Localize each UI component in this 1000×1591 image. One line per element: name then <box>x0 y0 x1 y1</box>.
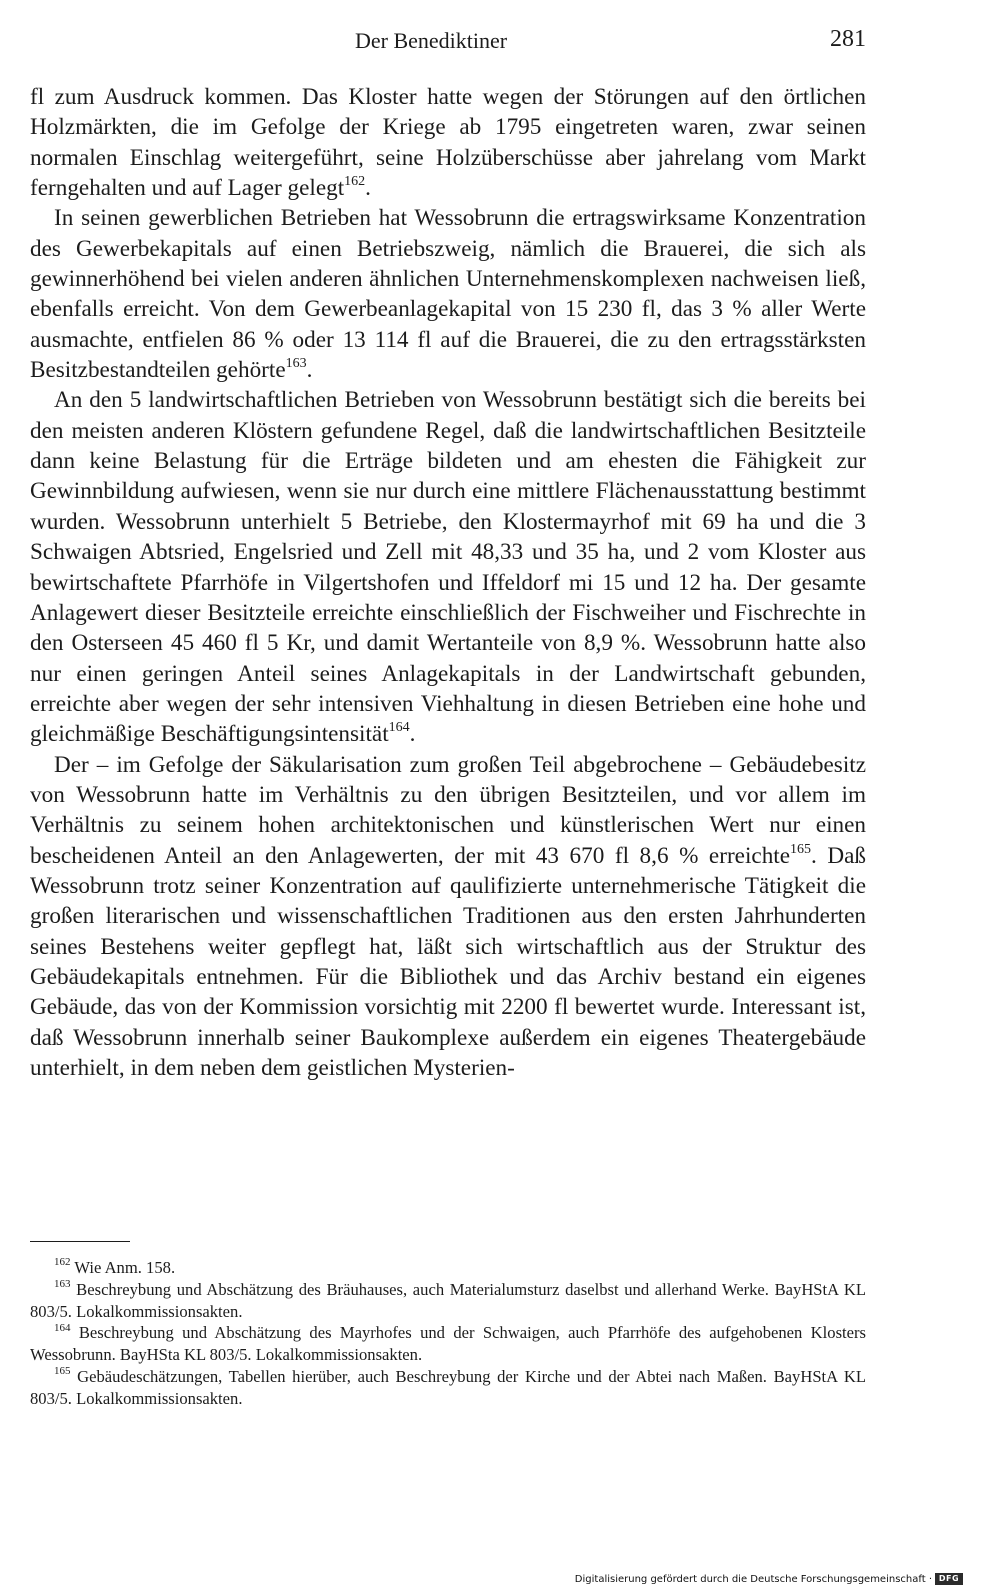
funding-credit: Digitalisierung gefördert durch die Deutsche Forschungsgemeinschaft · <box>574 1573 932 1585</box>
digitization-footer <box>575 1571 963 1587</box>
footnote <box>30 1322 866 1366</box>
text-run: In seinen gewerblichen Betrieben hat Wessobrunn die ertragswirksame Konzentration des Gewerbekapitals auf einen Betriebszweig, nämlich die Brauerei, die sich als gewinnerhöhend bei vielen anderen ähnlichen Unternehmenskomplexen nachweisen ließ, ebenfalls erreicht. Von dem Gewerbeanlagekapital von 15 230 fl, das 3 % aller Werte ausmachte, entfielen 86 % oder 13 114 fl auf die Brauerei, die zu den ertragsstärksten Besitzbestandteilen gehörte <box>30 205 866 384</box>
paragraph <box>30 385 866 749</box>
footnote <box>30 1257 866 1279</box>
running-title: Der Benediktiner <box>355 28 508 53</box>
footnote <box>30 1279 866 1323</box>
text-run: . <box>306 357 313 384</box>
text-run: . <box>409 721 416 748</box>
paragraph <box>30 750 866 1084</box>
footnote-text: Gebäudeschätzungen, Tabellen hierüber, auch Beschreybung der Kirche und der Abtei nach Maßen. BayHStA KL 803/5. Lokalkommissionsakten. <box>30 1366 866 1408</box>
text-run: fl zum Ausdruck kommen. Das Kloster hatte wegen der Störungen auf den örtlichen Holzmärkten, die im Gefolge der Kriege ab 1795 eingetreten waren, zwar seinen normalen Einschlag weitergeführt, seine Holzüberschüsse aber jahrelang vom Markt ferngehalten und auf Lager gelegt <box>30 84 866 202</box>
footnote-text: Wie Anm. 158. <box>74 1258 176 1277</box>
text-run: An den 5 landwirtschaftlichen Betrieben von Wessobrunn bestätigt sich die bereits bei den meisten anderen Klöstern gefundene Regel, daß die landwirtschaftlichen Besitzteile dann keine Belastung für die Erträge bildeten und am ehesten die Fähigkeit zur Gewinnbildung aufwiesen, wenn sie nur durch eine mittlere Flächenausstattung bestimmt wurden. Wessobrunn unterhielt 5 Betriebe, den Klostermayrhof mit 69 ha und die 3 Schwaigen Abtsried, Engelsried und Zell mit 48,33 und 35 ha, und 2 vom Kloster aus bewirtschaftete Pfarrhöfe in Vilgertshofen und Iffeldorf mi 15 und 12 ha. Der gesamte Anlagewert dieser Besitzteile erreichte einschließlich der Fischweiher und Fischrechte in den Osterseen 45 460 fl 5 Kr, und damit Wertanteile von 8,9 %. Wessobrunn hatte also nur einen geringen Anteil seines Anlagekapitals in der Landwirtschaft gebunden, erreichte aber wegen der sehr intensiven Viehhaltung in diesen Betrieben eine hohe und gleichmäßige Beschäftigungsintensität <box>30 387 866 748</box>
text-run: . Daß Wessobrunn trotz seiner Konzentration auf qaulifizierte unternehmerische Tätigkeit die großen literarischen und wissenschaftlichen Traditionen aus den ersten Jahrhunderten seines Bestehens weiter gepflegt hat, läßt sich wirtschaftlich aus der Struktur des Gebäudekapitals entnehmen. Für die Bibliothek und das Archiv bestand ein eigenes Gebäude, das von der Kommission vorsichtig mit 2200 fl bewertet wurde. Interessant ist, daß Wessobrunn innerhalb seiner Baukomplexe außerdem ein eigenes Theatergebäude unterhielt, in dem neben dem geistlichen Mysterien- <box>30 842 866 1081</box>
footnote-number: 165 <box>54 1365 71 1378</box>
footnote-reference: 162 <box>344 174 366 190</box>
footnote-text: Beschreybung und Abschätzung des Mayrhofes und der Schwaigen, auch Pfarrhöfe des aufgehobenen Klosters Wessobrunn. BayHSta KL 803/5. Lokalkommissionsakten. <box>30 1323 866 1365</box>
footnotes <box>30 1257 866 1410</box>
footnote-reference: 163 <box>285 356 307 372</box>
text-run: Der – im Gefolge der Säkularisation zum großen Teil abgebrochene – Gebäudebesitz von Wessobrunn hatte im Verhältnis zu den übrigen Besitzteilen, und vor allem im Verhältnis zu seinem hohen architektonischen und künstlerischen Wert nur einen bescheidenen Anteil an den Anlagewerten, der mit 43 670 fl 8,6 % erreichte <box>30 751 866 869</box>
dfg-logo-icon: DFG <box>935 1573 963 1585</box>
footnote-number: 162 <box>54 1256 71 1269</box>
paragraph <box>30 82 866 203</box>
text-run: . <box>365 175 371 202</box>
footnote-text: Beschreybung und Abschätzung des Bräuhauses, auch Materialumsturz daselbst und allerhand Werke. BayHStA KL 803/5. Lokalkommissionsakten. <box>30 1279 866 1321</box>
footnote <box>30 1366 866 1410</box>
footnote-reference: 164 <box>388 720 410 736</box>
body-text <box>30 82 866 1083</box>
footnote-number: 164 <box>54 1321 71 1334</box>
footnote-reference: 165 <box>790 841 812 857</box>
footnote-separator <box>30 1241 130 1242</box>
page-number: 281 <box>830 26 866 52</box>
paragraph <box>30 203 866 385</box>
footnote-number: 163 <box>54 1278 71 1291</box>
page-header <box>30 28 866 60</box>
